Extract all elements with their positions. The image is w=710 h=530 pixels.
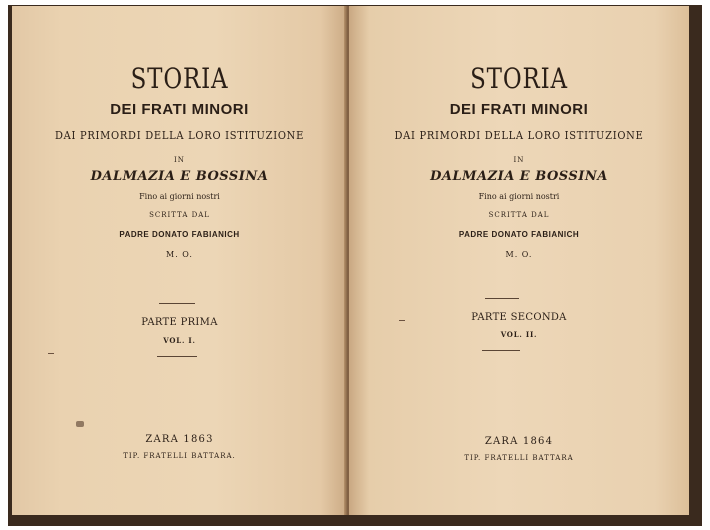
book-origin-line: DAI PRIMORDI DELLA LORO ISTITUZIONE (394, 129, 644, 142)
book-title: STORIA (130, 62, 229, 95)
volume-label: VOL. I. (163, 336, 196, 345)
preposition: IN (174, 156, 185, 164)
region-name: DALMAZIA E BOSSINA (430, 169, 608, 184)
author-name: PADRE DONATO FABIANICH (458, 230, 580, 239)
printer-name: TIP. FRATELLI BATTARA. (123, 452, 236, 460)
written-by: SCRITTA DAL (149, 211, 210, 219)
written-by: SCRITTA DAL (488, 211, 550, 219)
divider-bottom (157, 356, 197, 357)
city-year: ZARA 1863 (145, 434, 214, 445)
city-year: ZARA 1864 (484, 436, 554, 447)
until-text: Fino ai giorni nostri (478, 192, 560, 201)
printer-name: TIP. FRATELLI BATTARA (464, 454, 574, 462)
ink-mark (48, 353, 54, 354)
paper-stain (76, 421, 84, 427)
until-text: Fino ai giorni nostri (139, 192, 220, 201)
volume-label: VOL. II. (500, 330, 538, 339)
title-page-volume-2 (349, 6, 689, 515)
part-label: PARTE PRIMA (141, 317, 218, 328)
book-subtitle: DEI FRATI MINORI (110, 101, 249, 118)
divider-bottom (482, 350, 520, 351)
preposition: IN (513, 156, 525, 164)
book-origin-line: DAI PRIMORDI DELLA LORO ISTITUZIONE (54, 129, 305, 142)
book-title: STORIA (470, 62, 568, 95)
title-page-volume-1 (12, 6, 347, 515)
divider-top (485, 298, 519, 299)
order-initials: M. O. (166, 250, 193, 259)
part-label: PARTE SECONDA (471, 312, 567, 323)
region-name: DALMAZIA E BOSSINA (90, 169, 269, 184)
divider-top (159, 303, 195, 304)
book-subtitle: DEI FRATI MINORI (449, 101, 589, 118)
ink-mark (399, 320, 405, 321)
order-initials: M. O. (505, 250, 533, 259)
author-name: PADRE DONATO FABIANICH (119, 230, 240, 239)
